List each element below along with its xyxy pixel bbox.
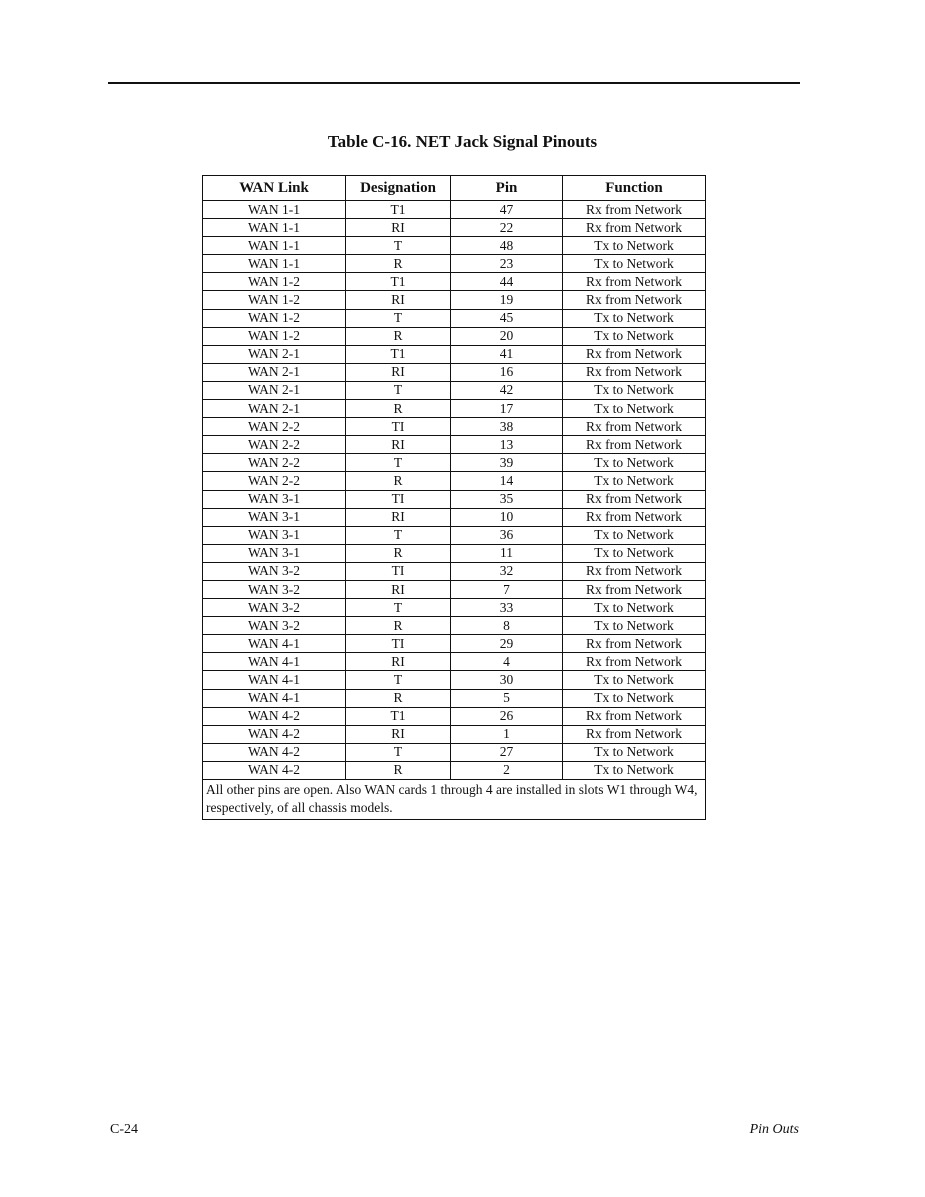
cell-designation: RI — [346, 508, 451, 526]
cell-pin: 29 — [451, 635, 563, 653]
cell-pin: 16 — [451, 363, 563, 381]
table-row — [203, 490, 706, 508]
cell-function: Rx from Network — [563, 201, 706, 219]
pinout-table — [202, 175, 706, 820]
cell-function: Tx to Network — [563, 526, 706, 544]
header-row — [203, 176, 706, 201]
cell-function: Tx to Network — [563, 255, 706, 273]
cell-function: Tx to Network — [563, 237, 706, 255]
cell-designation: T — [346, 599, 451, 617]
cell-function: Tx to Network — [563, 400, 706, 418]
cell-pin: 35 — [451, 490, 563, 508]
cell-wan-link: WAN 3-1 — [203, 508, 346, 526]
cell-designation: TI — [346, 490, 451, 508]
cell-function: Tx to Network — [563, 671, 706, 689]
cell-function: Tx to Network — [563, 309, 706, 327]
cell-designation: TI — [346, 562, 451, 580]
table-row — [203, 653, 706, 671]
cell-designation: TI — [346, 635, 451, 653]
table-row — [203, 436, 706, 454]
cell-designation: R — [346, 689, 451, 707]
table-row — [203, 237, 706, 255]
cell-wan-link: WAN 2-1 — [203, 400, 346, 418]
cell-wan-link: WAN 1-1 — [203, 237, 346, 255]
table-note: All other pins are open. Also WAN cards 1 through 4 are installed in slots W1 through W4, respectively, of all chassis models. — [203, 780, 706, 820]
cell-designation: RI — [346, 363, 451, 381]
table-row — [203, 381, 706, 399]
cell-designation: R — [346, 761, 451, 779]
cell-pin: 30 — [451, 671, 563, 689]
cell-function: Rx from Network — [563, 635, 706, 653]
cell-designation: TI — [346, 418, 451, 436]
cell-designation: R — [346, 327, 451, 345]
cell-designation: T — [346, 454, 451, 472]
cell-pin: 14 — [451, 472, 563, 490]
cell-function: Tx to Network — [563, 617, 706, 635]
cell-pin: 2 — [451, 761, 563, 779]
table-row — [203, 526, 706, 544]
table-title: Table C-16. NET Jack Signal Pinouts — [327, 132, 598, 151]
cell-wan-link: WAN 3-2 — [203, 562, 346, 580]
cell-designation: R — [346, 400, 451, 418]
table-row — [203, 562, 706, 580]
table-row — [203, 725, 706, 743]
cell-function: Rx from Network — [563, 562, 706, 580]
cell-function: Tx to Network — [563, 454, 706, 472]
cell-function: Tx to Network — [563, 689, 706, 707]
cell-wan-link: WAN 2-2 — [203, 436, 346, 454]
cell-wan-link: WAN 4-2 — [203, 707, 346, 725]
table-row — [203, 255, 706, 273]
note-row — [203, 780, 706, 820]
cell-function: Rx from Network — [563, 436, 706, 454]
cell-function: Tx to Network — [563, 544, 706, 562]
cell-pin: 38 — [451, 418, 563, 436]
cell-designation: RI — [346, 291, 451, 309]
cell-designation: RI — [346, 725, 451, 743]
table-row — [203, 219, 706, 237]
cell-designation: T — [346, 309, 451, 327]
cell-wan-link: WAN 4-2 — [203, 743, 346, 761]
cell-function: Rx from Network — [563, 219, 706, 237]
cell-function: Tx to Network — [563, 472, 706, 490]
cell-wan-link: WAN 1-1 — [203, 219, 346, 237]
cell-designation: T1 — [346, 345, 451, 363]
table-row — [203, 363, 706, 381]
header-designation: Designation — [346, 176, 451, 201]
cell-wan-link: WAN 2-1 — [203, 381, 346, 399]
cell-pin: 22 — [451, 219, 563, 237]
table-row — [203, 671, 706, 689]
table-row — [203, 454, 706, 472]
cell-designation: RI — [346, 580, 451, 598]
cell-designation: T — [346, 237, 451, 255]
cell-wan-link: WAN 3-1 — [203, 526, 346, 544]
cell-function: Rx from Network — [563, 580, 706, 598]
cell-wan-link: WAN 4-1 — [203, 671, 346, 689]
cell-pin: 4 — [451, 653, 563, 671]
table-row — [203, 291, 706, 309]
table-row — [203, 201, 706, 219]
cell-pin: 26 — [451, 707, 563, 725]
cell-function: Rx from Network — [563, 363, 706, 381]
cell-wan-link: WAN 1-2 — [203, 309, 346, 327]
cell-function: Tx to Network — [563, 327, 706, 345]
cell-function: Rx from Network — [563, 291, 706, 309]
cell-wan-link: WAN 2-2 — [203, 418, 346, 436]
cell-function: Tx to Network — [563, 599, 706, 617]
cell-pin: 1 — [451, 725, 563, 743]
header-wan-link: WAN Link — [203, 176, 346, 201]
table-row — [203, 327, 706, 345]
header-pin: Pin — [451, 176, 563, 201]
cell-function: Rx from Network — [563, 707, 706, 725]
header-rule — [108, 82, 800, 84]
cell-pin: 23 — [451, 255, 563, 273]
cell-function: Rx from Network — [563, 345, 706, 363]
page-number: C-24 — [110, 1122, 138, 1137]
table-row — [203, 418, 706, 436]
cell-designation: R — [346, 544, 451, 562]
table-row — [203, 309, 706, 327]
cell-designation: T — [346, 671, 451, 689]
table-row — [203, 617, 706, 635]
cell-pin: 36 — [451, 526, 563, 544]
cell-wan-link: WAN 1-2 — [203, 327, 346, 345]
cell-function: Rx from Network — [563, 273, 706, 291]
cell-wan-link: WAN 2-1 — [203, 363, 346, 381]
cell-wan-link: WAN 3-2 — [203, 617, 346, 635]
cell-designation: RI — [346, 653, 451, 671]
cell-wan-link: WAN 3-2 — [203, 580, 346, 598]
table-footer — [203, 780, 706, 820]
cell-pin: 41 — [451, 345, 563, 363]
cell-designation: T1 — [346, 707, 451, 725]
cell-wan-link: WAN 3-1 — [203, 490, 346, 508]
cell-wan-link: WAN 4-1 — [203, 653, 346, 671]
cell-wan-link: WAN 4-2 — [203, 761, 346, 779]
cell-pin: 39 — [451, 454, 563, 472]
cell-designation: R — [346, 617, 451, 635]
cell-pin: 44 — [451, 273, 563, 291]
cell-function: Tx to Network — [563, 761, 706, 779]
cell-pin: 17 — [451, 400, 563, 418]
table-row — [203, 508, 706, 526]
table-row — [203, 345, 706, 363]
cell-wan-link: WAN 1-2 — [203, 291, 346, 309]
table-row — [203, 273, 706, 291]
cell-pin: 42 — [451, 381, 563, 399]
cell-function: Rx from Network — [563, 418, 706, 436]
cell-pin: 10 — [451, 508, 563, 526]
table-row — [203, 544, 706, 562]
cell-wan-link: WAN 4-2 — [203, 725, 346, 743]
cell-pin: 33 — [451, 599, 563, 617]
cell-wan-link: WAN 3-2 — [203, 599, 346, 617]
cell-wan-link: WAN 2-2 — [203, 454, 346, 472]
table-body — [203, 201, 706, 780]
cell-pin: 5 — [451, 689, 563, 707]
header-function: Function — [563, 176, 706, 201]
cell-function: Tx to Network — [563, 381, 706, 399]
cell-pin: 11 — [451, 544, 563, 562]
cell-pin: 8 — [451, 617, 563, 635]
cell-designation: RI — [346, 219, 451, 237]
cell-pin: 20 — [451, 327, 563, 345]
cell-function: Rx from Network — [563, 653, 706, 671]
cell-wan-link: WAN 1-1 — [203, 255, 346, 273]
table-row — [203, 599, 706, 617]
cell-designation: T — [346, 381, 451, 399]
cell-wan-link: WAN 3-1 — [203, 544, 346, 562]
cell-designation: T — [346, 526, 451, 544]
cell-function: Rx from Network — [563, 508, 706, 526]
table-row — [203, 743, 706, 761]
cell-wan-link: WAN 1-2 — [203, 273, 346, 291]
cell-pin: 7 — [451, 580, 563, 598]
cell-wan-link: WAN 2-2 — [203, 472, 346, 490]
cell-pin: 13 — [451, 436, 563, 454]
table-row — [203, 689, 706, 707]
cell-wan-link: WAN 4-1 — [203, 635, 346, 653]
table-row — [203, 761, 706, 779]
cell-designation: T1 — [346, 201, 451, 219]
cell-pin: 19 — [451, 291, 563, 309]
cell-designation: T1 — [346, 273, 451, 291]
cell-pin: 48 — [451, 237, 563, 255]
cell-function: Tx to Network — [563, 743, 706, 761]
cell-wan-link: WAN 2-1 — [203, 345, 346, 363]
cell-pin: 45 — [451, 309, 563, 327]
table-row — [203, 580, 706, 598]
cell-pin: 47 — [451, 201, 563, 219]
table-row — [203, 707, 706, 725]
cell-function: Rx from Network — [563, 490, 706, 508]
table-row — [203, 635, 706, 653]
cell-function: Rx from Network — [563, 725, 706, 743]
cell-wan-link: WAN 4-1 — [203, 689, 346, 707]
cell-designation: T — [346, 743, 451, 761]
cell-designation: RI — [346, 436, 451, 454]
table-row — [203, 472, 706, 490]
table-header — [203, 176, 706, 201]
cell-designation: R — [346, 472, 451, 490]
section-name: Pin Outs — [749, 1122, 799, 1137]
cell-wan-link: WAN 1-1 — [203, 201, 346, 219]
table-row — [203, 400, 706, 418]
cell-pin: 27 — [451, 743, 563, 761]
cell-designation: R — [346, 255, 451, 273]
cell-pin: 32 — [451, 562, 563, 580]
